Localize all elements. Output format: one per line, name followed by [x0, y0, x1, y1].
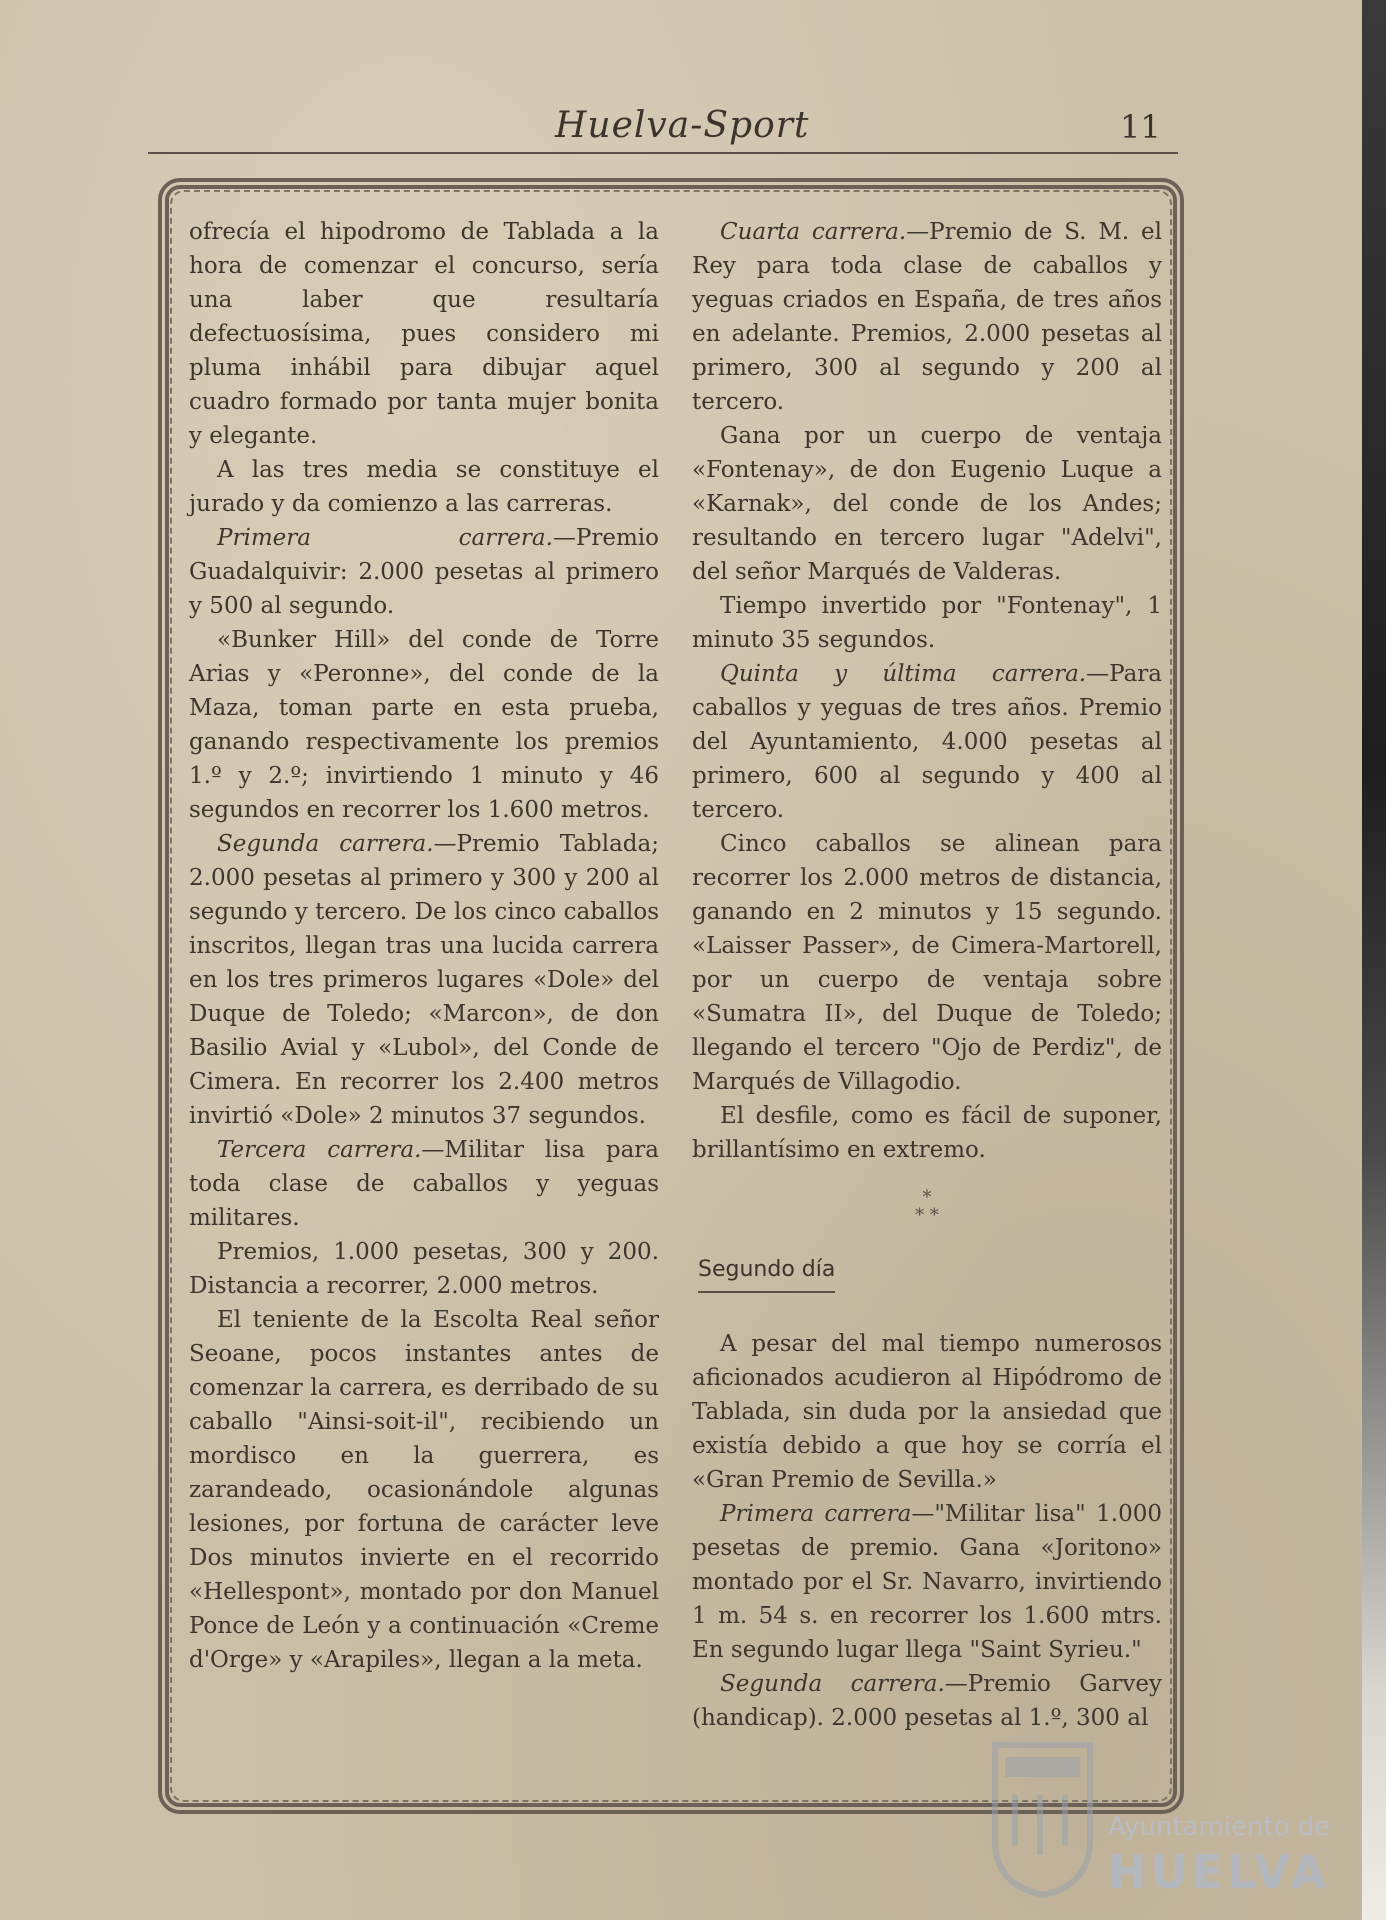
paragraph: [189, 453, 659, 521]
paragraph: [189, 215, 659, 453]
watermark-text-line2: HUELVA: [1108, 1845, 1331, 1899]
race-heading: Segunda carrera.: [217, 831, 434, 857]
race-heading: Quinta y última carrera.: [720, 661, 1087, 687]
paragraph-text: El teniente de la Escolta Real señor Seoane, pocos instantes antes de comenzar la carrera, es derribado de su caballo "Ainsi-soit-il", recibiendo un mordisco en la guerrera, es zarandeado, ocasionándole algunas lesiones, por fortuna de carácter leve Dos minutos invierte en el recorrido «Hellespont», montado por don Manuel Ponce de León y a continuación «Creme d'Orge» y «Arapiles», llegan a la meta.: [189, 1307, 659, 1673]
paragraph: [692, 589, 1162, 657]
paragraph-text: —Premio Tablada; 2.000 pesetas al primero y 300 y 200 al segundo y tercero. De los cinco caballos inscritos, llegan tras una lucida carrera en los tres primeros lugares «Dole» del Duque de Toledo; «Marcon», de don Basilio Avial y «Lubol», del Conde de Cimera. En recorrer los 2.400 metros invirtió «Dole» 2 minutos 37 segundos.: [189, 831, 659, 1129]
header-rule: [148, 152, 1178, 154]
paragraph: [692, 1327, 1162, 1497]
paragraph-text: —Premio de S. M. el Rey para toda clase de caballos y yeguas criados en España, de tres años en adelante. Premios, 2.000 pesetas al primero, 300 al segundo y 200 al tercero.: [692, 219, 1162, 415]
paragraph-text: —Premio Garvey (handicap). 2.000 pesetas al 1.º, 300 al: [692, 1671, 1162, 1731]
paragraph-text: Premios, 1.000 pesetas, 300 y 200. Distancia a recorrer, 2.000 metros.: [189, 1239, 659, 1299]
paragraph-text: «Bunker Hill» del conde de Torre Arias y «Peronne», del conde de la Maza, toman parte en esta prueba, ganando respectivamente los premios 1.º y 2.º; invirtiendo 1 minuto y 46 segundos en recorrer los 1.600 metros.: [189, 627, 659, 823]
paragraph: [692, 827, 1162, 1099]
paragraph-text: Cinco caballos se alinean para recorrer los 2.000 metros de distancia, ganando en 2 minutos y 15 segundo. «Laisser Passer», de Cimera-Martorell, por un cuerpo de ventaja sobre «Sumatra II», del Duque de Toledo; llegando el tercero "Ojo de Perdiz", de Marqués de Villagodio.: [692, 831, 1162, 1095]
paragraph: [692, 1497, 1162, 1667]
paragraph: [189, 827, 659, 1133]
race-heading: Cuarta carrera.: [720, 219, 907, 245]
scan-edge-strip: [1362, 0, 1386, 1920]
race-heading: Primera carrera.: [217, 525, 553, 551]
paragraph: [692, 1667, 1162, 1735]
paragraph: [189, 1235, 659, 1303]
paragraph-text: Gana por un cuerpo de ventaja «Fontenay», de don Eugenio Luque a «Karnak», del conde de los Andes; resultando en tercero lugar "Adelvi", del señor Marqués de Valderas.: [692, 423, 1162, 585]
paragraph: [692, 215, 1162, 419]
paragraph-text: El desfile, como es fácil de suponer, brillantísimo en extremo.: [692, 1103, 1162, 1163]
paragraph-text: ofrecía el hipodromo de Tablada a la hora de comenzar el concurso, sería una laber que resultaría defectuosísima, pues considero mi pluma inhábil para dibujar aquel cuadro formado por tanta mujer bonita y elegante.: [189, 219, 659, 449]
paragraph-text: —Militar lisa para toda clase de caballos y yeguas militares.: [189, 1137, 659, 1231]
right-text-column: [692, 215, 1162, 1735]
page-number: 11: [1120, 108, 1161, 146]
paragraph: [189, 521, 659, 623]
paragraph: [692, 1099, 1162, 1167]
paragraph-text: A pesar del mal tiempo numerosos aficionados acudieron al Hipódromo de Tablada, sin duda por la ansiedad que existía debido a que hoy se corría el «Gran Premio de Sevilla.»: [692, 1331, 1162, 1493]
paragraph: [692, 419, 1162, 589]
paragraph: [189, 623, 659, 827]
race-heading: Segunda carrera.: [720, 1671, 945, 1697]
page-header-title: Huelva-Sport: [555, 105, 810, 146]
section-separator-asterisks: [692, 1189, 1162, 1225]
race-heading: Tercera carrera.: [217, 1137, 422, 1163]
asterisk-top: *: [922, 1187, 932, 1208]
paragraph-text: Tiempo invertido por "Fontenay", 1 minuto 35 segundos.: [692, 593, 1162, 653]
paragraph-text: —Premio Guadalquivir: 2.000 pesetas al primero y 500 al segundo.: [189, 525, 659, 619]
section-heading-segundo-dia: Segundo día: [698, 1253, 835, 1293]
right-column-bottom-text: [692, 1327, 1162, 1735]
race-heading: Primera carrera: [720, 1501, 912, 1527]
paragraph: [189, 1133, 659, 1235]
asterisk-bottom: * *: [915, 1205, 939, 1226]
right-column-top-text: [692, 215, 1162, 1167]
coat-of-arms-icon: [995, 1745, 1090, 1895]
watermark-text-line1: Ayuntamiento de: [1108, 1812, 1331, 1842]
left-text-column: [189, 215, 659, 1677]
paragraph-text: —"Militar lisa" 1.000 pesetas de premio. Gana «Joritono» montado por el Sr. Navarro, invirtiendo 1 m. 54 s. en recorrer los 1.600 mtrs. En segundo lugar llega "Saint Syrieu.": [692, 1501, 1163, 1663]
paragraph: [189, 1303, 659, 1677]
paragraph-text: —Para caballos y yeguas de tres años. Premio del Ayuntamiento, 4.000 pesetas al primero, 600 al segundo y 400 al tercero.: [692, 661, 1162, 823]
paragraph: [692, 657, 1162, 827]
paragraph-text: A las tres media se constituye el jurado y da comienzo a las carreras.: [189, 457, 659, 517]
